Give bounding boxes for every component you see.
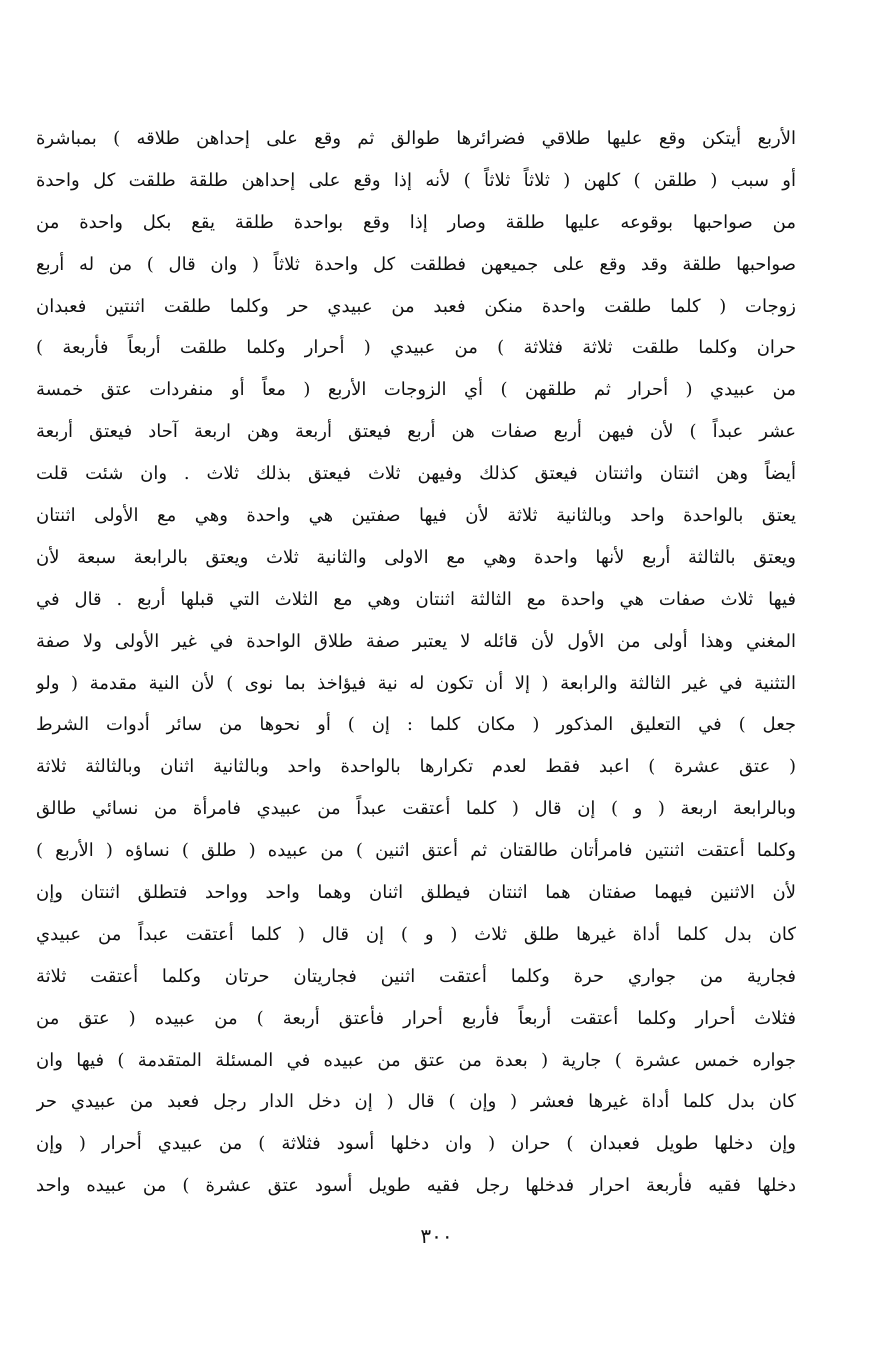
text-line-22: فثلاث أحرار وكلما أعتقت أربعاً فأربع أحرار فأعتق أربعة ) من عبيده ( عتق من [36, 1007, 796, 1029]
text-line-26: دخلها فقيه فأربعة احرار فدخلها رجل فقيه طويل أسود عتق عشرة ) من عبيده واحد [36, 1175, 796, 1197]
text-line-20: كان بدل كلما أداة غيرها طلق ثلاث ( و ) إن قال ( كلما أعتقت عبداً من عبيدي [36, 923, 796, 945]
text-line-25: وإن دخلها طويل فعبدان ) حران ( وان دخلها أسود فثلاثة ) من عبيدي أحرار ( وإن [36, 1133, 796, 1155]
text-line-16: ( عتق عشرة ) اعبد فقط لعدم تكرارها بالواحدة واحد وبالثانية اثنان وبالثالثة ثلاثة [36, 756, 796, 778]
text-line-18: وكلما أعتقت اثنتين فامرأتان طالقتان ثم أعتق اثنين ) من عبيده ( طلق ) نساؤه ( الأربع ) [36, 840, 796, 862]
text-line-10: يعتق بالواحدة واحد وبالثانية ثلاثة لأن فيها صفتين هي واحدة وهي مع الأولى اثنتان [36, 505, 796, 527]
text-line-21: فجارية من جواري حرة وكلما أعتقت اثنين فجاريتان حرتان وكلما أعتقت ثلاثة [36, 965, 796, 987]
text-line-12: فيها ثلاث صفات هي واحدة مع الثالثة اثنتان وهي مع الثلاث التي قبلها أربع . قال في [36, 588, 796, 610]
text-line-6: حران وكلما طلقت ثلاثة فثلاثة ) من عبيدي ( أحرار وكلما طلقت أربعاً فأربعة ) [36, 337, 796, 359]
page-number: ٣٠٠ [420, 1224, 453, 1248]
text-line-1: الأربع أيتكن وقع عليها طلاقي فضرائرها طوالق ثم وقع على إحداهن طلاقه ) بمباشرة [36, 128, 796, 149]
text-line-19: لأن الاثنين فيهما صفتان هما اثنتان فيطلق اثنان وهما واحد وواحد فتطلق اثنتان وإن [36, 882, 796, 904]
body-text [36, 118, 796, 1207]
text-line-5: زوجات ( كلما طلقت واحدة منكن فعبد من عبيدي حر وكلما طلقت اثنتين فعبدان [36, 295, 796, 317]
text-line-13: المغني وهذا أولى من الأول لأن قائله لا يعتبر صفة طلاق الواحدة في غير الأولى ولا صفة [36, 630, 796, 652]
text-line-2: أو سبب ( طلقن ) كلهن ( ثلاثاً ثلاثاً ) لأنه إذا وقع على إحداهن طلقة طلقت كل واحدة [36, 169, 796, 191]
text-line-8: عشر عبداً ) لأن فيهن أربع صفات هن أربع فيعتق أربعة وهن اربعة آحاد فيعتق أربعة [36, 421, 796, 443]
text-line-24: كان بدل كلما أداة غيرها فعشر ( وإن ) قال ( إن دخل الدار رجل فعبد من عبيدي حر [36, 1091, 796, 1113]
text-line-23: جواره خمس عشرة ) جارية ( بعدة من عتق من عبيده في المسئلة المتقدمة ) فيها وان [36, 1049, 796, 1071]
text-line-9: أيضاً وهن اثنتان واثنتان فيعتق كذلك وفيهن ثلاث فيعتق بذلك ثلاث . وان شئت قلت [36, 463, 796, 485]
text-line-15: جعل ) في التعليق المذكور ( مكان كلما : إن ) أو نحوها من سائر أدوات الشرط [36, 714, 796, 736]
text-line-14: التثنية في غير الثالثة والرابعة ( إلا أن تكون له نية فيؤاخذ بما نوى ) لأن النية مقدمة ( ولو [36, 672, 796, 694]
text-line-11: ويعتق بالثالثة أربع لأنها واحدة وهي مع الاولى والثانية ثلاث ويعتق بالرابعة سبعة لأن [36, 546, 796, 568]
text-line-4: صواحبها طلقة وقد وقع على جميعهن فطلقت كل واحدة ثلاثاً ( وان قال ) من له أربع [36, 253, 796, 275]
text-line-3: من صواحبها بوقوعه عليها طلقة وصار إذا وقع بواحدة طلقة يقع بكل واحدة من [36, 211, 796, 233]
text-line-7: من عبيدي ( أحرار ثم طلقهن ) أي الزوجات الأربع ( معاً أو منفردات عتق خمسة [36, 379, 796, 401]
text-line-17: وبالرابعة اربعة ( و ) إن قال ( كلما أعتقت عبداً من عبيدي فامرأة من نسائي طالق [36, 798, 796, 820]
